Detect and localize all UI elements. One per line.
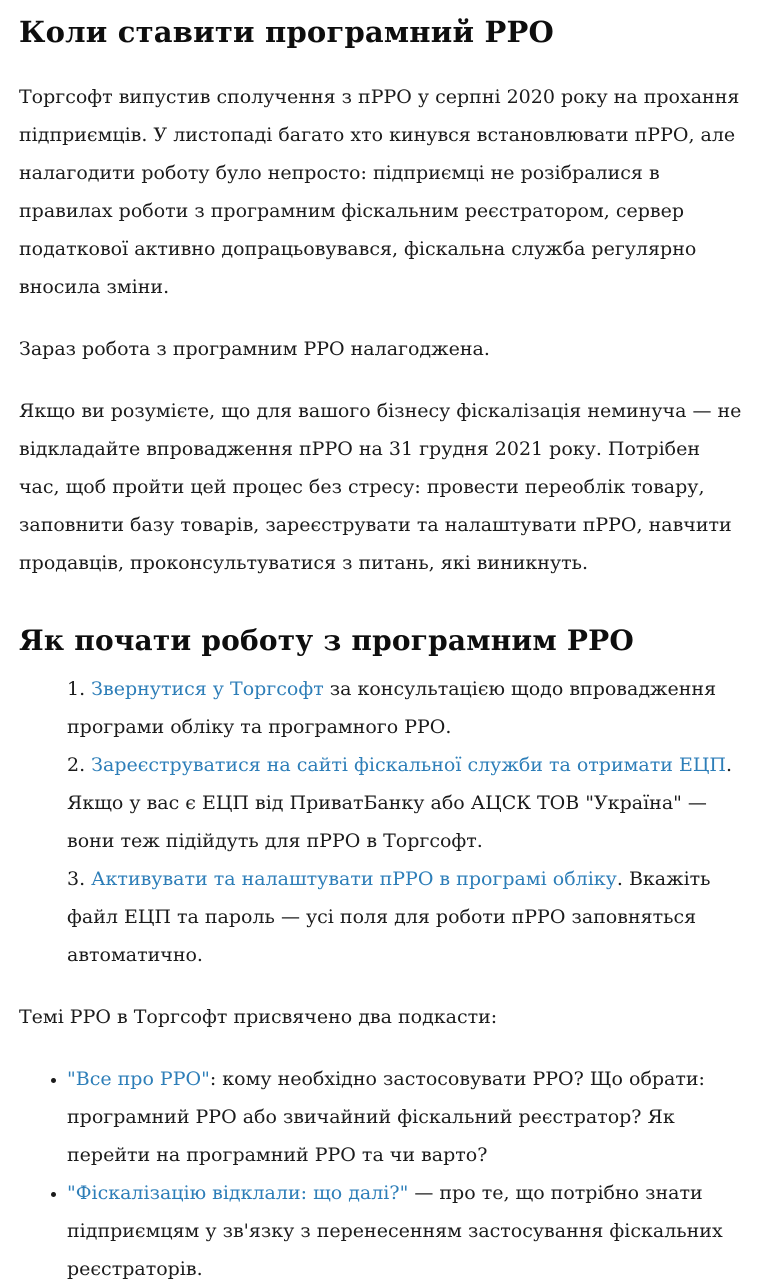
step-text: . Вкажіть файл ЕЦП та пароль — усі поля для роботи пРРО заповняться автоматично. — [67, 868, 711, 966]
podcast-item-2 — [67, 1174, 742, 1288]
activate-prro-link[interactable]: Активувати та налаштувати пРРО в програмі обліку — [91, 868, 617, 890]
podcast-list — [19, 1060, 742, 1288]
step-number: 2. — [67, 754, 92, 776]
step-number: 1. — [67, 678, 92, 700]
step-item-1 — [67, 670, 742, 746]
step-item-2 — [67, 746, 742, 860]
step-text: . Якщо у вас є ЕЦП від ПриватБанку або АЦСК ТОВ "Україна" — вони теж підійдуть для пРРО в Торгсофт. — [67, 754, 733, 852]
step-number: 3. — [67, 868, 92, 890]
podcast-text: — про те, що потрібно знати підприємцям у зв'язку з перенесенням застосування фіскальних реєстраторів. — [67, 1182, 723, 1280]
steps-list — [19, 670, 742, 974]
intro-paragraph-1: Торгсофт випустив сполучення з пРРО у серпні 2020 року на прохання підприємців. У листопаді багато хто кинувся встановлювати пРРО, але налагодити роботу було непросто: підприємці не розібралися в правилах роботи з програмним фіскальним реєстратором, сервер податкової активно допрацьовувався, фіскальна служба регулярно вносила зміни. — [19, 86, 740, 298]
podcast-text: : кому необхідно застосовувати РРО? Що обрати: програмний РРО або звичайний фіскальний реєстратор? Як перейти на програмний РРО та чи варто? — [67, 1068, 705, 1166]
podcasts-intro: Темі РРО в Торгсофт присвячено два подкасти: — [19, 1006, 498, 1028]
contact-torgsoft-link[interactable]: Звернутися у Торгсофт — [91, 678, 324, 700]
page-title: Коли ставити програмний РРО — [19, 15, 554, 49]
podcast-item-1 — [67, 1060, 742, 1174]
podcast-fiscalization-postponed-link[interactable]: "Фіскалізацію відклали: що далі?" — [67, 1182, 409, 1204]
intro-paragraph-2: Зараз робота з програмним РРО налагоджена. — [19, 338, 490, 360]
podcast-all-about-rro-link[interactable]: "Все про РРО" — [67, 1068, 210, 1090]
step-item-3 — [67, 860, 742, 974]
section-title: Як почати роботу з програмним РРО — [19, 624, 634, 657]
register-fiscal-service-link[interactable]: Зареєструватися на сайті фіскальної служби та отримати ЕЦП — [91, 754, 726, 776]
intro-paragraph-3: Якщо ви розумієте, що для вашого бізнесу фіскалізація неминуча — не відкладайте впровадження пРРО на 31 грудня 2021 року. Потрібен час, щоб пройти цей процес без стресу: провести переоблік товару, заповнити базу товарів, зареєструвати та налаштувати пРРО, навчити продавців, проконсультуватися з питань, які виникнуть. — [19, 400, 742, 574]
step-text: за консультацією щодо впровадження програми обліку та програмного РРО. — [67, 678, 717, 738]
